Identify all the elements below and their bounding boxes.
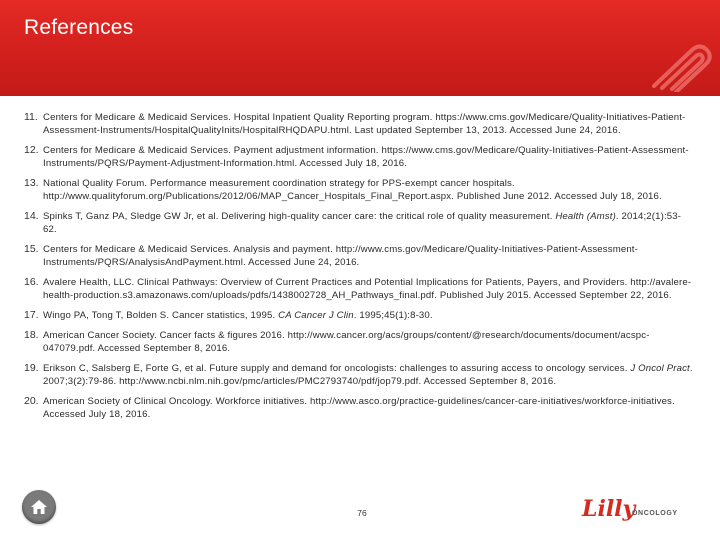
reference-segment: Centers for Medicare & Medicaid Services. Hospital Inpatient Quality Reporting program. https://www.cms.gov/Medicare/Quality-Initiatives-Patient-Assessment-Instruments/HospitalQualityInits/HospitalRHQDAPU.html. Last updated September 13, 2013. Accessed June 24, 2016. bbox=[43, 112, 686, 136]
reference-segment: . 2014;2(1):53-62. bbox=[43, 211, 682, 235]
reference-number: 15. bbox=[24, 243, 39, 255]
reference-text bbox=[43, 329, 694, 355]
reference-number: 12. bbox=[24, 144, 39, 156]
paperclip-icon bbox=[640, 40, 716, 92]
reference-text bbox=[43, 177, 694, 203]
reference-number: 16. bbox=[24, 276, 39, 288]
reference-segment: Spinks T, Ganz PA, Sledge GW Jr, et al. Delivering high-quality cancer care: the critical role of quality measurement. bbox=[43, 211, 556, 222]
logo-script: Lilly bbox=[582, 496, 636, 522]
reference-text bbox=[43, 144, 694, 170]
reference-item bbox=[24, 309, 694, 322]
reference-item bbox=[24, 144, 694, 170]
reference-text bbox=[43, 395, 694, 421]
reference-text bbox=[43, 309, 694, 322]
reference-text bbox=[43, 111, 694, 137]
reference-segment: American Society of Clinical Oncology. Workforce initiatives. http://www.asco.org/practice-guidelines/cancer-care-initiatives/workforce-initiatives. Accessed July 18, 2016. bbox=[43, 396, 675, 420]
reference-text bbox=[43, 243, 694, 269]
reference-text bbox=[43, 210, 694, 236]
reference-item bbox=[24, 111, 694, 137]
reference-segment: American Cancer Society. Cancer facts & figures 2016. http://www.cancer.org/acs/groups/content/@research/documents/document/acspc-047079.pdf. Accessed September 8, 2016. bbox=[43, 330, 650, 354]
reference-number: 18. bbox=[24, 329, 39, 341]
reference-item bbox=[24, 210, 694, 236]
page-title: References bbox=[24, 16, 134, 39]
reference-number: 14. bbox=[24, 210, 39, 222]
reference-number: 20. bbox=[24, 395, 39, 407]
reference-number: 11. bbox=[24, 111, 38, 123]
reference-item bbox=[24, 177, 694, 203]
reference-number: 19. bbox=[24, 362, 39, 374]
reference-item bbox=[24, 243, 694, 269]
reference-segment: Wingo PA, Tong T, Bolden S. Cancer statistics, 1995. bbox=[43, 310, 279, 321]
page-number: 76 bbox=[357, 508, 367, 518]
reference-number: 17. bbox=[24, 309, 39, 321]
reference-item bbox=[24, 362, 694, 388]
reference-segment: Avalere Health, LLC. Clinical Pathways: Overview of Current Practices and Potential Implications for Patients, Payers, and Providers. http://avalere-health-production.s3.amazonaws.com/uploads/pdfs/1438002728_AH_Pathways_final.pdf. Published July 2015. Accessed September 22, 2016. bbox=[43, 277, 692, 301]
reference-segment: Centers for Medicare & Medicaid Services. Payment adjustment information. https://www.cms.gov/Medicare/Quality-Initiatives-Patient-Assessment-Instruments/PQRS/Payment-Adjustment-Information.html. Accessed July 18, 2016. bbox=[43, 145, 689, 169]
reference-item bbox=[24, 395, 694, 421]
journal-title: J Oncol Pract bbox=[630, 363, 690, 374]
reference-number: 13. bbox=[24, 177, 39, 189]
reference-text bbox=[43, 362, 694, 388]
reference-item bbox=[24, 276, 694, 302]
reference-segment: . 2007;3(2):79-86. http://www.ncbi.nlm.nih.gov/pmc/articles/PMC2793740/pdf/jop79.pdf. Accessed September 8, 2016. bbox=[43, 363, 693, 387]
header-bar bbox=[0, 0, 720, 96]
home-button[interactable] bbox=[22, 490, 56, 524]
journal-title: CA Cancer J Clin bbox=[278, 310, 354, 321]
reference-text bbox=[43, 276, 694, 302]
reference-segment: Centers for Medicare & Medicaid Services. Analysis and payment. http://www.cms.gov/Medicare/Quality-Initiatives-Patient-Assessment-Instruments/PQRS/AnalysisAndPayment.html. Accessed June 24, 2016. bbox=[43, 244, 638, 268]
reference-segment: Erikson C, Salsberg E, Forte G, et al. Future supply and demand for oncologists: challenges to assuring access to oncology services. bbox=[43, 363, 631, 374]
journal-title: Health (Amst) bbox=[555, 211, 616, 222]
home-icon bbox=[30, 498, 48, 516]
reference-list bbox=[24, 111, 694, 428]
reference-segment: National Quality Forum. Performance measurement coordination strategy for PPS-exempt cancer hospitals. http://www.qualityforum.org/Publications/2012/06/MAP_Cancer_Hospitals_Final_Report.aspx. Published June 2012. Accessed July 18, 2016. bbox=[43, 178, 662, 202]
reference-item bbox=[24, 329, 694, 355]
logo-word: ONCOLOGY bbox=[632, 510, 678, 517]
reference-segment: . 1995;45(1):8-30. bbox=[353, 310, 433, 321]
